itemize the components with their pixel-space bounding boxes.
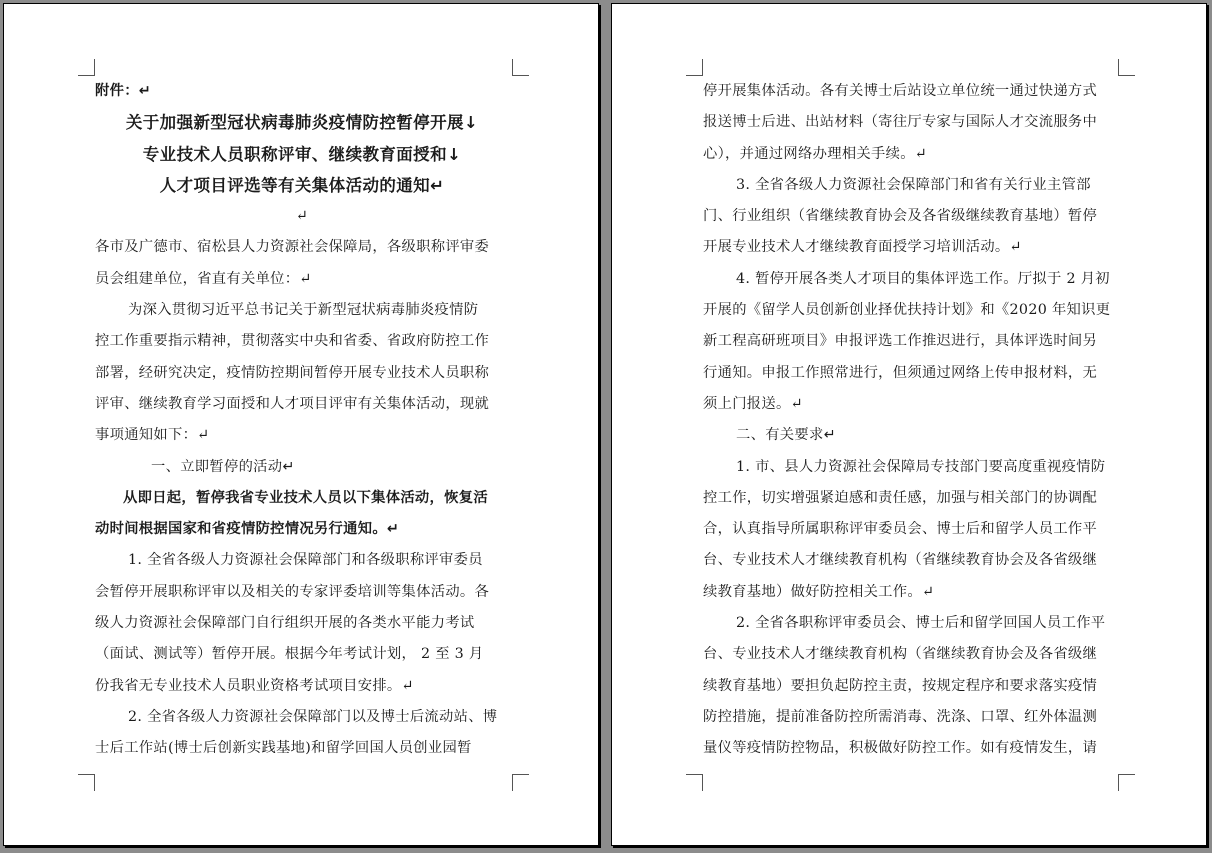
body-line: 级人力资源社会保障部门自行组织开展的各类水平能力考试: [95, 615, 475, 632]
document-title-line-2: 专业技术人员职称评审、继续教育面授和↓: [142, 144, 462, 164]
body-line: （面试、测试等）暂停开展。根据今年考试计划， 2 至 3 月: [95, 646, 484, 663]
body-line: 开展的《留学人员创新创业择优扶持计划》和《2020 年知识更: [703, 302, 1111, 319]
document-page-right: [611, 3, 1207, 846]
body-line: 续教育基地）做好防控相关工作。↵: [703, 583, 935, 600]
body-line: 控工作重要指示精神，贯彻落实中央和省委、省政府防控工作: [95, 333, 490, 350]
body-line: 量仪等疫情防控物品，积极做好防控工作。如有疫情发生，请: [703, 740, 1098, 757]
body-line: 控工作，切实增强紧迫感和责任感，加强与相关部门的协调配: [703, 489, 1098, 506]
body-line: 1. 市、县人力资源社会保障局专技部门要高度重视疫情防: [736, 458, 1106, 475]
crop-mark: [686, 774, 703, 791]
body-line: 台、专业技术人才继续教育机构（省继续教育协会及各省级继: [703, 552, 1098, 569]
document-page-left: [3, 3, 599, 846]
body-line: 新工程高研班项目》申报评选工作推迟进行，具体评选时间另: [703, 333, 1098, 350]
crop-mark: [78, 774, 95, 791]
body-line: 事项通知如下：↵: [95, 427, 210, 444]
body-line: 续教育基地）要担负起防控主责，按规定程序和要求落实疫情: [703, 677, 1098, 694]
body-line: 台、专业技术人才继续教育机构（省继续教育协会及各省级继: [703, 646, 1098, 663]
document-title-line-1: 关于加强新型冠状病毒肺炎疫情防控暂停开展↓: [125, 113, 479, 133]
attachment-label: 附件：↵: [95, 83, 152, 99]
page-body[interactable]: [95, 76, 509, 765]
body-line: 评审、继续教育学习面授和人才项目评审有关集体活动，现就: [95, 395, 490, 412]
body-line: 2. 全省各职称评审委员会、博士后和留学回国人员工作平: [736, 615, 1106, 632]
body-line: 3. 全省各级人力资源社会保障部门和省有关行业主管部: [736, 176, 1091, 193]
document-title-line-3: 人才项目评选等有关集体活动的通知↵: [159, 175, 445, 195]
body-line: 4. 暂停开展各类人才项目的集体评选工作。厅拟于 2 月初: [736, 270, 1110, 287]
crop-mark: [512, 59, 529, 76]
body-line-bold: 动时间根据国家和省疫情防控情况另行通知。↵: [95, 521, 400, 538]
section-heading: 二、有关要求↵: [736, 427, 836, 444]
crop-mark: [686, 59, 703, 76]
crop-mark: [1118, 774, 1135, 791]
body-line-bold: 从即日起，暂停我省专业技术人员以下集体活动，恢复活: [123, 489, 488, 506]
body-line: 2. 全省各级人力资源社会保障部门以及博士后流动站、博: [128, 708, 498, 725]
body-line: 门、行业组织（省继续教育协会及各省级继续教育基地）暂停: [703, 208, 1098, 225]
crop-mark: [1118, 59, 1135, 76]
body-line: 1. 全省各级人力资源社会保障部门和各级职称评审委员: [128, 552, 483, 569]
body-line: 各市及广德市、宿松县人力资源社会保障局，各级职称评审委: [95, 239, 490, 256]
body-line: 为深入贯彻习近平总书记关于新型冠状病毒肺炎疫情防: [128, 302, 479, 319]
body-line: 份我省无专业技术人员职业资格考试项目安排。↵: [95, 677, 414, 694]
body-line: 部署，经研究决定，疫情防控期间暂停开展专业技术人员职称: [95, 364, 490, 381]
page-body[interactable]: [703, 76, 1117, 765]
crop-mark: [78, 59, 95, 76]
body-line: 心），并通过网络办理相关手续。↵: [703, 145, 928, 162]
body-line: 会暂停开展职称评审以及相关的专家评委培训等集体活动。各: [95, 583, 490, 600]
body-line: 停开展集体活动。各有关博士后站设立单位统一通过快递方式: [703, 83, 1098, 99]
body-line: 员会组建单位，省直有关单位：↵: [95, 270, 312, 287]
body-line: 防控措施，提前准备防控所需消毒、洗涤、口罩、红外体温测: [703, 708, 1098, 725]
body-line: 开展专业技术人才继续教育面授学习培训活动。↵: [703, 239, 1022, 256]
body-line: 合，认真指导所属职称评审委员会、博士后和留学人员工作平: [703, 521, 1098, 538]
body-line: 士后工作站(博士后创新实践基地)和留学回国人员创业园暂: [95, 740, 472, 757]
crop-mark: [512, 774, 529, 791]
body-line: 行通知。申报工作照常进行，但须通过网络上传申报材料，无: [703, 364, 1098, 381]
body-line: 须上门报送。↵: [703, 395, 803, 412]
body-line: 报送博士后进、出站材料（寄往厅专家与国际人才交流服务中: [703, 114, 1098, 131]
blank-line: ↵: [295, 208, 309, 225]
section-heading: 一、立即暂停的活动↵: [151, 458, 295, 475]
